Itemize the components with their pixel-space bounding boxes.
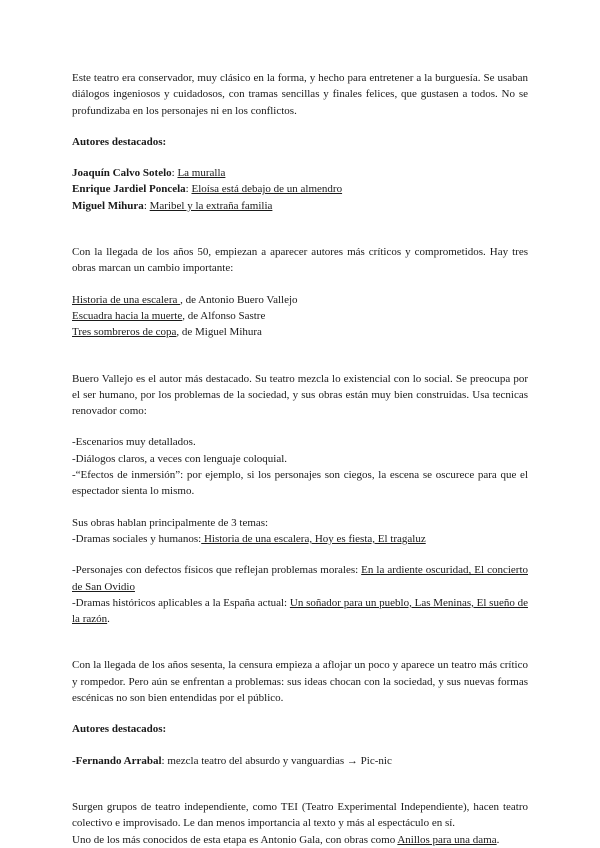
technique-line: -Escenarios muy detallados. — [72, 436, 196, 449]
buero-paragraph: Buero Vallejo es el autor más destacado. Su teatro mezcla lo existencial con lo social. Se preocupa por el ser humano, por los problemas de la sociedad, y sus obras están muy bien construidas. Usa tecnicas renovador como: — [72, 372, 528, 418]
theme-line — [72, 595, 528, 628]
work-title: Escuadra hacia la muerte — [72, 309, 183, 322]
work-author: , de Miguel Mihura — [176, 326, 262, 339]
theme-works: Historia de una escalera, Hoy es fiesta, El tragaluz — [201, 532, 426, 545]
autores-heading-1: Autores destacados: — [72, 135, 167, 148]
arrabal-desc: : mezcla teatro del absurdo y vanguardias → Pic-nic — [161, 754, 392, 767]
works-list — [72, 292, 528, 341]
author-sep: : — [185, 183, 192, 196]
theme-works: Un soñador para un pueblo, Las Meninas, El sueño de la razón — [72, 596, 528, 626]
author-work: Maribel y la extraña familia — [149, 199, 273, 212]
author-line — [72, 165, 528, 181]
author-sep: : — [171, 167, 178, 180]
techniques-list — [72, 434, 528, 499]
theme-line — [72, 562, 528, 595]
gala-end: . — [496, 833, 500, 846]
theme-label: -Dramas históricos aplicables a la España actual: — [72, 596, 290, 609]
theme-line — [72, 531, 528, 547]
author-line — [72, 198, 528, 214]
author-name: Joaquín Calvo Sotelo — [72, 167, 172, 180]
author-name: Miguel Mihura — [72, 199, 144, 212]
theme-label: -Dramas sociales y humanos: — [72, 532, 202, 545]
work-author: , de Alfonso Sastre — [182, 309, 266, 322]
themes-intro: Sus obras hablan principalmente de 3 temas: — [72, 516, 269, 529]
work-line — [72, 324, 528, 340]
work-line — [72, 292, 528, 308]
work-author: , de Antonio Buero Vallejo — [180, 293, 298, 306]
autores-heading-2: Autores destacados: — [72, 723, 167, 736]
document-page — [72, 70, 528, 848]
theme-works: En la ardiente oscuridad, El concierto de San Ovidio — [72, 564, 528, 593]
fifties-paragraph: Con la llegada de los años 50, empiezan a aparecer autores más críticos y comprometidos. Hay tres obras marcan un cambio importante: — [72, 246, 528, 275]
gala-text: Uno de los más conocidos de esta etapa es Antonio Gala, con obras como — [72, 833, 398, 846]
arrabal-line — [72, 753, 528, 769]
intro-paragraph: Este teatro era conservador, muy clásico en la forma, y hecho para entretener a la burguesía. Se usaban diálogos ingeniosos y cuidadosos, con tramas sencillas y finales felices, que gustasen a todos. No se profundizaba en los personajes ni en los conflictos. — [72, 72, 528, 117]
gala-work: Anillos para una dama — [397, 833, 497, 846]
author-sep: : — [143, 199, 150, 212]
theme-label: -Personajes con defectos físicos que reflejan problemas morales: — [72, 564, 362, 577]
work-title: Tres sombreros de copa — [72, 326, 177, 339]
author-name: Enrique Jardiel Poncela — [72, 183, 186, 196]
work-title: Historia de una escalera — [72, 293, 181, 306]
author-line — [72, 181, 528, 197]
sixties-paragraph: Con la llegada de los años sesenta, la censura empieza a aflojar un poco y aparece un teatro más crítico y rompedor. Pero aún se enfrentan a problemas: sus ideas chocan con la sociedad, y sus nuevas formas escénicas no son bien entendidas por el público. — [72, 659, 528, 705]
authors-list — [72, 165, 528, 214]
arrabal-name: -Fernando Arrabal — [72, 754, 162, 767]
author-work: Eloísa está debajo de un almendro — [191, 183, 343, 196]
work-line — [72, 308, 528, 324]
technique-line: -“Efectos de inmersión”: por ejemplo, si los personajes son ciegos, la escena se oscurece para que el espectador sienta lo mismo. — [72, 469, 528, 498]
technique-line: -Diálogos claros, a veces con lenguaje coloquial. — [72, 452, 288, 465]
theme-end: . — [107, 613, 110, 626]
independent-theatre-paragraph: Surgen grupos de teatro independiente, como TEI (Teatro Experimental Independiente), hacen teatro colectivo e improvisado. Le dan menos importancia al texto y más al espectáculo en sí. — [72, 800, 528, 830]
gala-line — [72, 832, 528, 848]
author-work: La muralla — [177, 167, 226, 180]
